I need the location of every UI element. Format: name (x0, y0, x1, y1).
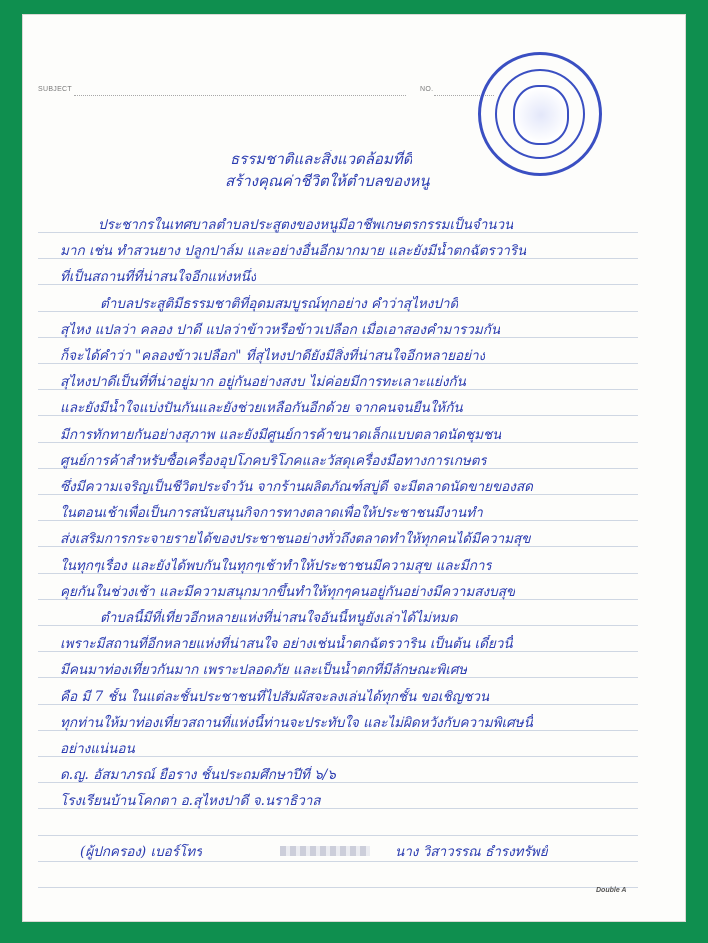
essay-line: ก็จะได้คำว่า "คลองข้าวเปลือก" ที่สุไหงปาดียังมีสิ่งที่น่าสนใจอีกหลายอย่าง (60, 348, 486, 364)
essay-line: ในทุกๆเรื่อง และยังได้พบกันในทุกๆเช้าทำให้ประชาชนมีความสุข และมีการ (60, 558, 492, 574)
essay-line: เพราะมีสถานที่อีกหลายแห่งที่น่าสนใจ อย่างเช่นน้ำตกฉัตรวาริน เป็นต้น เดี๋ยวนี้ (60, 636, 513, 652)
ruled-line (38, 861, 638, 862)
no-label: NO. (420, 86, 434, 93)
ruled-line (38, 835, 638, 836)
essay-line: มาก เช่น ทำสวนยาง ปลูกปาล์ม และอย่างอื่นอีกมากมาย และยังมีน้ำตกฉัตรวาริน (60, 243, 527, 259)
essay-line: ในตอนเช้าเพื่อเป็นการสนับสนุนกิจการทางตลาดเพื่อให้ประชาชนมีงานทำ (60, 505, 483, 521)
official-seal-stamp (478, 52, 602, 176)
guardian-label: (ผู้ปกครอง) เบอร์โทร (80, 844, 203, 860)
essay-line: สุไหง แปลว่า คลอง ปาดี แปลว่าข้าวหรือข้าวเปลือก เมื่อเอาสองคำมารวมกัน (60, 322, 501, 338)
essay-title: ธรรมชาติและสิ่งแวดล้อมที่ดี (230, 150, 413, 168)
essay-line: สุไหงปาดีเป็นที่ที่น่าอยู่มาก อยู่กันอย่างสงบ ไม่ค่อยมีการทะเลาะแย่งกัน (60, 374, 466, 390)
subject-line (74, 95, 406, 96)
essay-line: ตำบลนี้มีที่เที่ยวอีกหลายแห่งที่น่าสนใจอันนี้หนูยังเล่าได้ไม่หมด (100, 610, 458, 626)
guardian-name: นาง วิสาวรรณ ธำรงทรัพย์ (395, 844, 548, 860)
essay-line: และยังมีน้ำใจแบ่งปันกันและยังช่วยเหลือกันอีกด้วย จากคนจนยืนให้กัน (60, 400, 463, 416)
essay-line: คือ มี 7 ชั้น ในแต่ละชั้นประชาชนที่ไปสัมผัสจะลงเล่นได้ทุกชั้น ขอเชิญชวน (60, 689, 490, 705)
essay-line: ทุกท่านให้มาท่องเที่ยวสถานที่แห่งนี้ท่านจะประทับใจ และไม่ผิดหวังกับความพิเศษนี้ (60, 715, 533, 731)
essay-line: ที่เป็นสถานที่ที่น่าสนใจอีกแห่งหนึ่ง (60, 269, 257, 285)
seal-emblem (513, 85, 569, 145)
essay-line: ตำบลประสูติมีธรรมชาติที่อุดมสมบูรณ์ทุกอย่าง คำว่าสุไหงปาดี (100, 296, 459, 312)
essay-line: ส่งเสริมการกระจายรายได้ของประชาชนอย่างทั่วถึงตลาดทำให้ทุกคนได้มีความสุข (60, 531, 531, 547)
author-line: ด.ญ. อัสมาภรณ์ ยือราง ชั้นประถมศึกษาปีที่ ๖/๖ (60, 767, 336, 783)
essay-line: ซึ่งมีความเจริญเป็นชีวิตประจำวัน จากร้านผลิตภัณฑ์สบู่ดี จะมีตลาดนัดขายของสด (60, 479, 533, 495)
essay-line: อย่างแน่นอน (60, 741, 135, 757)
subject-label: SUBJECT (38, 86, 72, 93)
paper-brand: Double A (596, 887, 627, 894)
essay-line: คุยกันในช่วงเช้า และมีความสนุกมากขึ้นทำให้ทุกๆคนอยู่กันอย่างมีความสงบสุข (60, 584, 516, 600)
essay-subtitle: สร้างคุณค่าชีวิตให้ตำบลของหนู (225, 172, 430, 190)
school-line: โรงเรียนบ้านโคกตา อ.สุไหงปาดี จ.นราธิวาส (60, 793, 321, 809)
essay-line: มีคนมาท่องเที่ยวกันมาก เพราะปลอดภัย และเป็นน้ำตกที่มีลักษณะพิเศษ (60, 662, 468, 678)
ruled-line (38, 887, 638, 888)
essay-line: ศูนย์การค้าสำหรับซื้อเครื่องอุปโภคบริโภคและวัสดุเครื่องมือทางการเกษตร (60, 453, 487, 469)
redacted-phone (280, 846, 370, 856)
essay-line: มีการทักทายกันอย่างสุภาพ และยังมีศูนย์การค้าขนาดเล็กแบบตลาดนัดชุมชน (60, 427, 502, 443)
essay-line: ประชากรในเทศบาลตำบลประสูตงของหนูมีอาชีพเกษตรกรรมเป็นจำนวน (98, 217, 514, 233)
